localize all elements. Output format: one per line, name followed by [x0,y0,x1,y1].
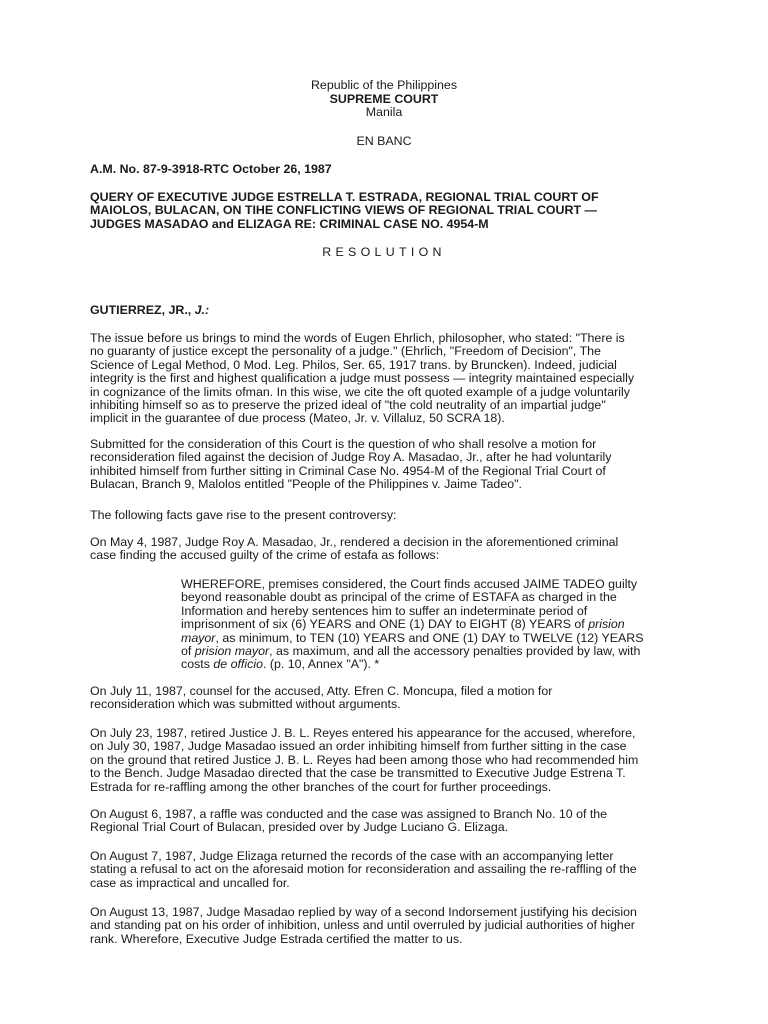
case-number: A.M. No. 87-9-3918-RTC October 26, 1987 [90,162,332,176]
text-line: On August 7, 1987, Judge Elizaga returned the records of the case with an accompanying letter [90,849,614,863]
text-line: On May 4, 1987, Judge Roy A. Masadao, Jr., rendered a decision in the aforementioned criminal [90,535,619,549]
text-line: stating a refusal to act on the aforesaid motion for reconsideration and assailing the re-raffling of the [90,862,637,877]
text-line: Science of Legal Method, 0 Mod. Leg. Philos, Ser. 65, 1917 trans. by Bruncken). Indeed, judicial [90,357,617,372]
block-quote [181,578,701,672]
quote-italic: de officio [213,657,263,672]
text-line: Regional Trial Court of Bulacan, presided over by Judge Luciano G. Elizaga. [90,820,509,835]
quote-italic: mayor [181,630,216,645]
text-line: Submitted for the consideration of this Court is the question of who shall resolve a motion for [90,437,597,451]
text-line: Estrada for re-raffling among the other branches of the court for further proceedings. [90,779,552,794]
text-line: The following facts gave rise to the present controversy: [90,508,397,522]
text-line: in cognizance of the limits ofman. In this wise, we cite the oft quoted example of a judge voluntarily [90,384,630,399]
text-line: on the ground that retired Justice J. B. L. Reyes had been among those who had recommended him [90,752,639,767]
text-line: case finding the accused guilty of the crime of estafa as follows: [90,548,440,563]
text-line: inhibited himself from further sitting in Criminal Case No. 4954-M of the Regional Trial Court of [90,463,606,478]
text-line: The issue before us brings to mind the words of Eugen Ehrlich, philosopher, who stated: "There is [90,331,625,345]
paragraph-2 [90,438,690,492]
text-line: On August 13, 1987, Judge Masadao replied by way of a second Indorsement justifying his decision [90,905,637,919]
quote-line: WHEREFORE, premises considered, the Court finds accused JAIME TADEO guilty [181,577,638,591]
case-title-line: MAIOLOS, BULACAN, ON TIHE CONFLICTING VIEWS OF REGIONAL TRIAL COURT — [90,203,597,218]
text-line: and standing pat on his order of inhibition, unless and until overruled by judicial authorities of higher [90,918,635,933]
paragraph-6 [90,727,690,794]
ponente-suffix: J.: [194,303,210,317]
quote-text: costs [181,657,214,672]
text-line: case as impractical and uncalled for. [90,875,290,890]
quote-text: imprisonment of six (6) YEARS and ONE (1) DAY to EIGHT (8) YEARS of [181,617,589,632]
quote-italic: prision [588,617,625,632]
text-line: On August 6, 1987, a raffle was conducted and the case was assigned to Branch No. 10 of the [90,807,608,821]
paragraph-4 [90,536,690,563]
text-line: On July 11, 1987, counsel for the accused, Atty. Efren C. Moncupa, filed a motion for [90,684,553,698]
text-line: Bulacan, Branch 9, Malolos entitled "People of the Philippines v. Jaime Tadeo". [90,477,522,492]
quote-text: , as maximum, and all the accessory penalties provided by law, with [269,644,641,659]
paragraph-8 [90,850,690,890]
text-line: on July 30, 1987, Judge Masadao issued an order inhibiting himself from further sitting in the case [90,739,627,754]
header-en-banc: EN BANC [356,134,412,148]
header-supreme-court: SUPREME COURT [329,92,439,106]
paragraph-5 [90,685,690,712]
paragraph-7 [90,808,690,835]
quote-text: . (p. 10, Annex "A"). * [262,657,380,672]
text-line: to the Bench. Judge Masadao directed that the case be transmitted to Executive Judge Estrena T. [90,766,626,781]
paragraph-3 [90,509,690,522]
case-title-line: JUDGES MASADAO and ELIZAGA RE: CRIMINAL CASE NO. 4954-M [90,216,489,231]
text-line: On July 23, 1987, retired Justice J. B. L. Reyes entered his appearance for the accused, wherefore, [90,726,636,740]
text-line: implicit in the guarantee of due process (Mateo, Jr. v. Villaluz, 50 SCRA 18). [90,411,505,426]
text-line: no guaranty of justice except the personality of a judge." (Ehrlich, "Freedom of Decision", The [90,344,601,359]
quote-text: , as minimum, to TEN (10) YEARS and ONE (1) DAY to TWELVE (12) YEARS [215,630,644,645]
ponente-name: GUTIERREZ, JR., [90,303,192,317]
quote-text: of [181,644,195,659]
text-line: integrity is the first and highest qualification a judge must possess — integrity maintained especially [90,371,635,386]
quote-line [181,658,701,671]
quote-line [181,645,701,658]
quote-line [181,632,701,645]
quote-line: beyond reasonable doubt as principal of the crime of ESTAFA as charged in the [181,590,617,605]
text-line: inhibiting himself so as to preserve the prized ideal of "the cold neutrality of an impartial judge" [90,398,606,413]
quote-italic: prision mayor [194,644,270,659]
case-title [90,191,650,231]
ponente [90,304,209,317]
case-title-line: QUERY OF EXECUTIVE JUDGE ESTRELLA T. ESTRADA, REGIONAL TRIAL COURT OF [90,190,599,204]
resolution-heading: RESOLUTION [322,245,446,259]
text-line: reconsideration filed against the decision of Judge Roy A. Masadao, Jr., after he had voluntarily [90,450,612,465]
quote-line [181,618,701,631]
header-manila: Manila [365,105,403,119]
text-line: reconsideration which was submitted without arguments. [90,697,401,712]
quote-line: Information and hereby sentences him to suffer an indeterminate period of [181,603,588,618]
header-republic: Republic of the Philippines [310,78,458,92]
paragraph-1 [90,332,690,426]
text-line: rank. Wherefore, Executive Judge Estrada certified the matter to us. [90,931,463,946]
paragraph-9 [90,906,690,946]
